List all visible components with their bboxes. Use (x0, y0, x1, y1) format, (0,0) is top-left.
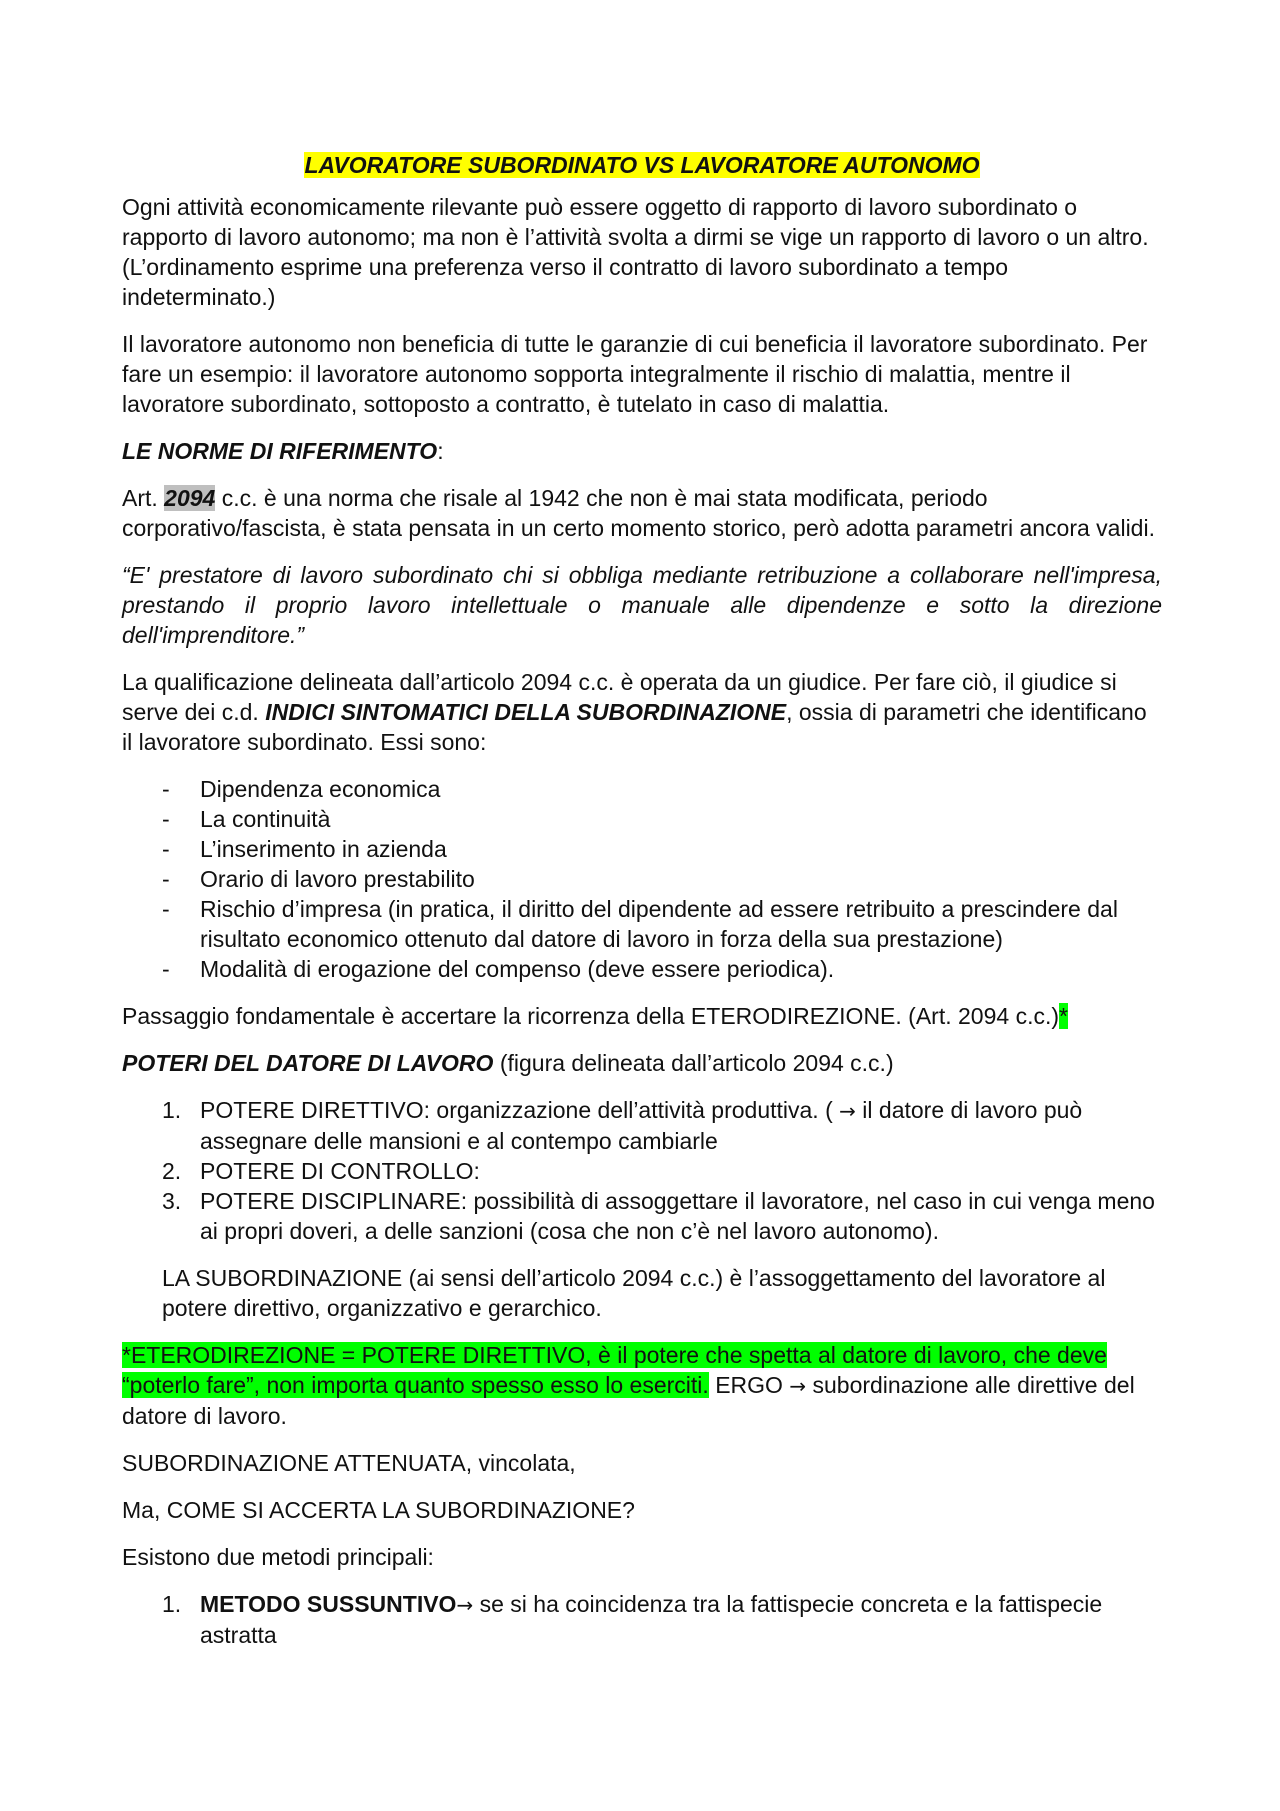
document-page (122, 150, 1162, 1667)
list-item (122, 804, 1162, 834)
passaggio-star: * (1059, 1003, 1068, 1029)
autonomo-paragraph: Il lavoratore autonomo non beneficia di tutte le garanzie di cui beneficia il lavoratore subordinato. Per fare un esempio: il lavoratore autonomo sopporta integralmente il rischio di malattia, mentre il lavoratore subordinato, sottoposto a contratto, è tutelato in caso di malattia. (122, 331, 1148, 417)
passaggio-paragraph (122, 1001, 1162, 1031)
metodi-list (122, 1589, 1162, 1650)
qualificazione-emph: INDICI SINTOMATICI DELLA SUBORDINAZIONE (265, 699, 787, 725)
list-item-text: se si ha coincidenza tra la fattispecie concreta e la fattispecie astratta (200, 1591, 1103, 1648)
qualificazione-before: La qualificazione delineata dall’articolo 2094 c.c. è operata da un giudice. Per fare ciò, il giudice si serve dei c.d. (122, 669, 1117, 725)
number-marker: 1. (162, 1097, 182, 1123)
arrow-icon: → (839, 1099, 856, 1123)
metodo-name: METODO SUSSUNTIVO (200, 1591, 457, 1617)
document-title (122, 150, 1162, 180)
domanda-paragraph: Ma, COME SI ACCERTA LA SUBORDINAZIONE? (122, 1497, 635, 1523)
quote-paragraph: “E' prestatore di lavoro subordinato chi si obbliga mediante retribuzione a collaborare nell'impresa, prestando il proprio lavoro intellettuale o manuale alle dipendenze e sotto la direzione dell'imprenditore.” (122, 562, 1162, 648)
art-paragraph (122, 483, 1162, 543)
qualificazione-after: , ossia di parametri che identificano il lavoratore subordinato. Essi sono: (122, 699, 1147, 755)
list-item-text: POTERE DIRETTIVO: organizzazione dell’attività produttiva. ( (200, 1097, 840, 1123)
list-item-text: POTERE DISCIPLINARE: possibilità di assoggettare il lavoratore, nel caso in cui venga meno ai propri doveri, a delle sanzioni (cosa che non c’è nel lavoro autonomo). (200, 1188, 1155, 1244)
list-item-text: POTERE DI CONTROLLO: (200, 1158, 480, 1184)
list-item (122, 1156, 1162, 1186)
indici-list (122, 774, 1162, 984)
list-item (122, 1186, 1162, 1246)
number-marker: 3. (162, 1188, 182, 1214)
eterodirezione-paragraph (122, 1340, 1162, 1431)
list-item-text: L’inserimento in azienda (200, 836, 447, 862)
list-item (122, 954, 1162, 984)
intro-paragraph: Ogni attività economicamente rilevante può essere oggetto di rapporto di lavoro subordinato o rapporto di lavoro autonomo; ma non è l’attività svolta a dirmi se vige un rapporto di lavoro o un altro. (L’ordinamento esprime una preferenza verso il contratto di lavoro subordinato a tempo indeterminato.) (122, 194, 1149, 310)
list-item (122, 864, 1162, 894)
list-item-text: Dipendenza economica (200, 776, 441, 802)
poteri-heading-rest: (figura delineata dall’articolo 2094 c.c.) (493, 1050, 894, 1076)
arrow-icon: → (789, 1374, 807, 1398)
norme-colon: : (437, 438, 444, 464)
list-item-text: Modalità di erogazione del compenso (deve essere periodica). (200, 956, 835, 982)
list-item (122, 1095, 1162, 1156)
eterodirezione-after: subordinazione alle direttive del datore di lavoro. (122, 1372, 1135, 1429)
dash-marker: - (162, 806, 170, 832)
number-marker: 2. (162, 1158, 182, 1184)
art-rest: c.c. è una norma che risale al 1942 che non è mai stata modificata, periodo corporativo/fascista, è stata pensata in un certo momento storico, però adotta parametri ancora validi. (122, 485, 1155, 541)
dash-marker: - (162, 896, 170, 922)
number-marker: 1. (162, 1591, 182, 1617)
list-item (122, 1589, 1162, 1650)
dash-marker: - (162, 956, 170, 982)
qualificazione-paragraph (122, 667, 1162, 757)
list-item-text: Rischio d’impresa (in pratica, il diritto del dipendente ad essere retribuito a prescindere dal risultato economico ottenuto dal datore di lavoro in forza della sua prestazione) (200, 896, 1118, 952)
eterodirezione-highlight: *ETERODIREZIONE = POTERE DIRETTIVO, è il potere che spetta al datore di lavoro, che deve “poterlo fare”, non importa quanto spesso esso lo eserciti. (122, 1342, 1107, 1398)
art-prefix: Art. (122, 485, 165, 511)
subordinazione-definition: LA SUBORDINAZIONE (ai sensi dell’articolo 2094 c.c.) è l’assoggettamento del lavoratore al potere direttivo, organizzativo e gerarchico. (162, 1265, 1106, 1321)
poteri-list (122, 1095, 1162, 1246)
norme-heading (122, 436, 1162, 466)
dash-marker: - (162, 776, 170, 802)
ergo-text: ERGO (708, 1372, 790, 1398)
passaggio-text: Passaggio fondamentale è accertare la ricorrenza della ETERODIREZIONE. (Art. 2094 c.c.) (122, 1003, 1060, 1029)
art-number: 2094 (164, 485, 216, 511)
norme-heading-text: LE NORME DI RIFERIMENTO (122, 438, 438, 464)
list-item-text: La continuità (200, 806, 331, 832)
dash-marker: - (162, 866, 170, 892)
arrow-icon: → (456, 1593, 474, 1617)
poteri-heading-text: POTERI DEL DATORE DI LAVORO (122, 1050, 494, 1076)
list-item-text: Orario di lavoro prestabilito (200, 866, 475, 892)
attenuata-paragraph: SUBORDINAZIONE ATTENUATA, vincolata, (122, 1450, 576, 1476)
dash-marker: - (162, 836, 170, 862)
list-item (122, 774, 1162, 804)
poteri-heading (122, 1048, 1162, 1078)
list-item (122, 894, 1162, 954)
metodi-intro: Esistono due metodi principali: (122, 1544, 434, 1570)
list-item-text: il datore di lavoro può assegnare delle mansioni e al contempo cambiarle (200, 1097, 1083, 1154)
title-text: LAVORATORE SUBORDINATO VS LAVORATORE AUTONOMO (304, 152, 980, 178)
list-item (122, 834, 1162, 864)
